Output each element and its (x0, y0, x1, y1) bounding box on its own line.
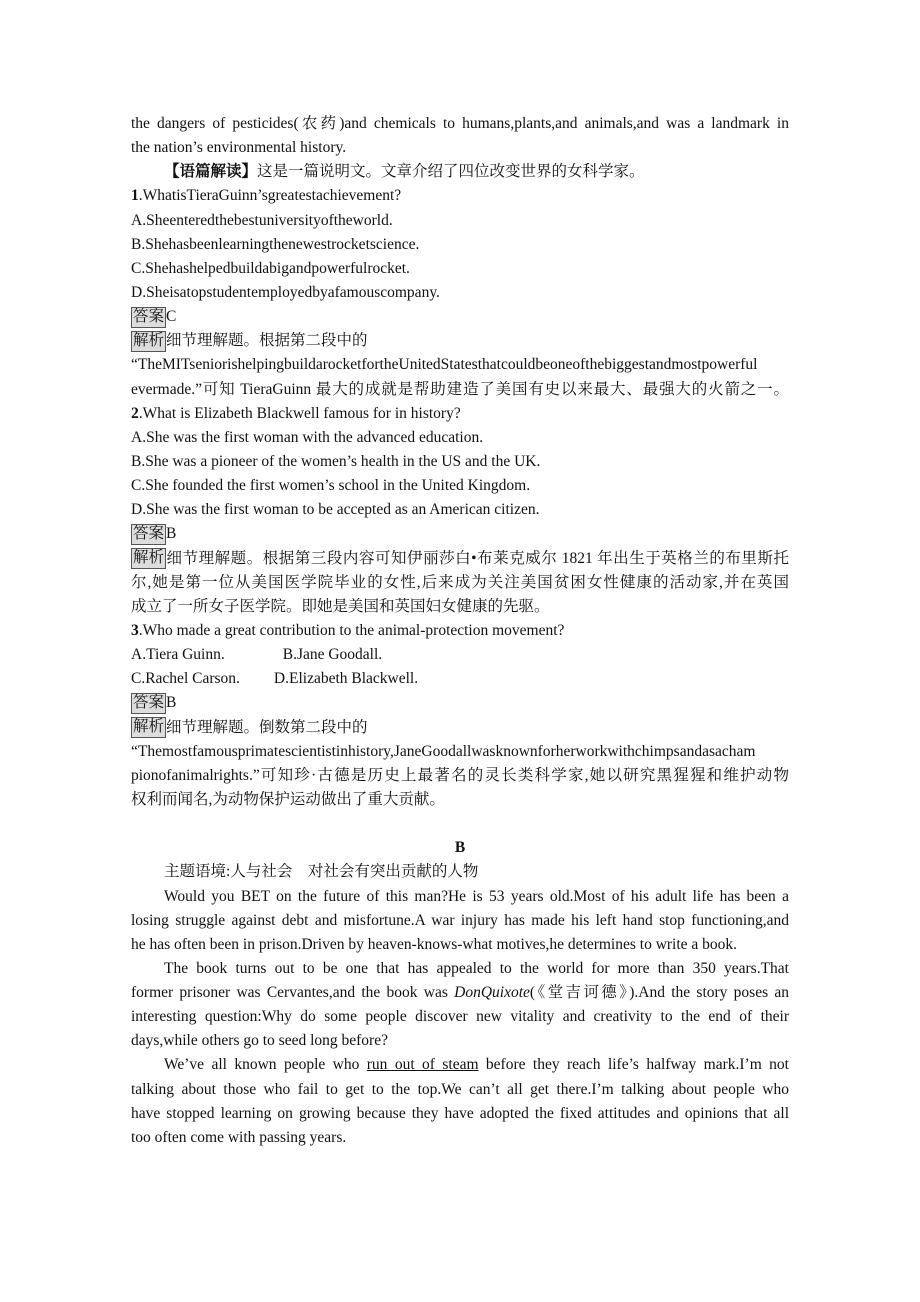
option: B.Jane Goodall. (282, 646, 383, 664)
question-3 (131, 619, 789, 643)
analysis-text: 尔,她是第一位从美国医学院毕业的女性,后来成为关注美国贫困女性健康的活动家,并在英国 (131, 573, 789, 591)
paragraph-line (131, 981, 789, 1005)
paragraph-line: Would you BET on the future of this man?He is 53 years old.Most of his adult life has been a (164, 887, 789, 905)
passage-line: the dangers of pesticides(农药)and chemicals to humans,plants,and animals,and was a landmark in (131, 115, 789, 132)
option-row (131, 643, 789, 667)
option: D.Sheisatopstudentemployedbyafamouscompany. (131, 283, 440, 301)
question-number: 1 (131, 187, 139, 205)
analysis (131, 716, 789, 740)
analysis-text: “TheMITseniorishelpingbuildarocketfortheUnitedStatesthatcouldbeoneofthebiggestandmostpowerful (131, 356, 758, 374)
paragraph-line (131, 1053, 789, 1077)
option: C.Rachel Carson. (131, 670, 240, 688)
analysis-text: 权利而闻名,为动物保护运动做出了重大贡献。 (131, 790, 445, 808)
document-page (131, 112, 789, 1150)
option-row (131, 667, 789, 691)
answer-label: 答案 (131, 524, 166, 545)
reading-note (131, 160, 789, 184)
answer-value: C (166, 308, 177, 326)
paragraph-line: interesting question:Why do some people discover new vitality and creativity to the end of their (131, 1008, 789, 1026)
answer-label: 答案 (131, 307, 166, 328)
text: former prisoner was Cervantes,and the book was (131, 984, 455, 1002)
question-1 (131, 184, 789, 208)
option: C.Shehashelpedbuildabigandpowerfulrocket. (131, 259, 410, 277)
option: A.She was the first woman with the advanced education. (131, 428, 484, 446)
section-heading: B (454, 839, 466, 857)
answer-value: B (166, 525, 177, 543)
option: A.Sheenteredthebestuniversityoftheworld. (131, 211, 393, 229)
option: D.She was the first woman to be accepted as an American citizen. (131, 501, 540, 519)
answer-label: 答案 (131, 693, 166, 714)
answer (131, 305, 789, 329)
question-stem: .Who made a great contribution to the animal-protection movement? (138, 621, 565, 639)
analysis-text: 细节理解题。倒数第二段中的 (166, 718, 368, 736)
analysis-text: 成立了一所女子医学院。即她是美国和英国妇女健康的先驱。 (131, 597, 550, 615)
analysis (131, 329, 789, 353)
paragraph-line: The book turns out to be one that has appealed to the world for more than 350 years.That (164, 959, 789, 977)
analysis-label: 解析 (131, 548, 166, 569)
analysis-text: evermade.”可知 TieraGuinn 最大的成就是帮助建造了美国有史以来最大、最强大的火箭之一。 (131, 380, 789, 398)
theme-label: 主题语境: (164, 863, 231, 881)
paragraph-line: losing struggle against debt and misfortune.A war injury has made his left hand stop functioning,and (131, 911, 789, 929)
answer (131, 522, 789, 546)
underlined-phrase: run out of steam (366, 1056, 479, 1074)
answer-value: B (166, 694, 177, 712)
paragraph-line: days,while others go to seed long before? (131, 1032, 388, 1050)
theme-text: 人与社会 对社会有突出贡献的人物 (230, 863, 479, 881)
theme-line (131, 860, 789, 884)
question-number: 2 (131, 404, 139, 422)
option: A.Tiera Guinn. (131, 646, 225, 664)
analysis-text: pionofanimalrights.”可知珍·古德是历史上最著名的灵长类科学家,她以研究黑猩猩和维护动物 (131, 766, 789, 784)
paragraph-line: have stopped learning on growing because they have adopted the fixed attitudes and opinions that all (131, 1104, 789, 1122)
option: B.Shehasbeenlearningthenewestrocketscience. (131, 235, 420, 253)
question-stem: .WhatisTieraGuinn’sgreatestachievement? (138, 187, 402, 205)
option: C.She founded the first women’s school in the United Kingdom. (131, 477, 531, 495)
text: (《堂吉诃德》).And the story poses an (529, 984, 789, 1002)
question-number: 3 (131, 621, 139, 639)
reading-note-label: 【语篇解读】 (164, 163, 258, 181)
paragraph-line: he has often been in prison.Driven by heaven-knows-what motives,he determines to write a book. (131, 935, 738, 953)
passage-line: the nation’s environmental history. (131, 139, 347, 157)
paragraph-line: too often come with passing years. (131, 1128, 347, 1146)
paragraph-line: talking about those who fail to get to the top.We can’t all get there.I’m talking about people who (131, 1080, 789, 1098)
analysis-text: “Themostfamousprimatescientistinhistory,JaneGoodallwasknownforherworkwithchimpsandasacham (131, 742, 756, 760)
analysis (131, 547, 789, 571)
text: before they reach life’s halfway mark.I’m not (478, 1056, 789, 1074)
book-title: DonQuixote (454, 984, 530, 1002)
answer (131, 691, 789, 715)
reading-note-text: 这是一篇说明文。文章介绍了四位改变世界的女科学家。 (257, 163, 645, 181)
text: We’ve all known people who (164, 1056, 367, 1074)
question-2 (131, 402, 789, 426)
analysis-text: 细节理解题。根据第三段内容可知伊丽莎白•布莱克威尔 1821 年出生于英格兰的布里斯托 (166, 549, 789, 567)
option: B.She was a pioneer of the women’s health in the US and the UK. (131, 452, 541, 470)
analysis-text: 细节理解题。根据第二段中的 (166, 332, 368, 350)
question-stem: .What is Elizabeth Blackwell famous for in history? (138, 404, 461, 422)
option: D.Elizabeth Blackwell. (273, 670, 419, 688)
analysis-label: 解析 (131, 331, 166, 352)
analysis-label: 解析 (131, 717, 166, 738)
